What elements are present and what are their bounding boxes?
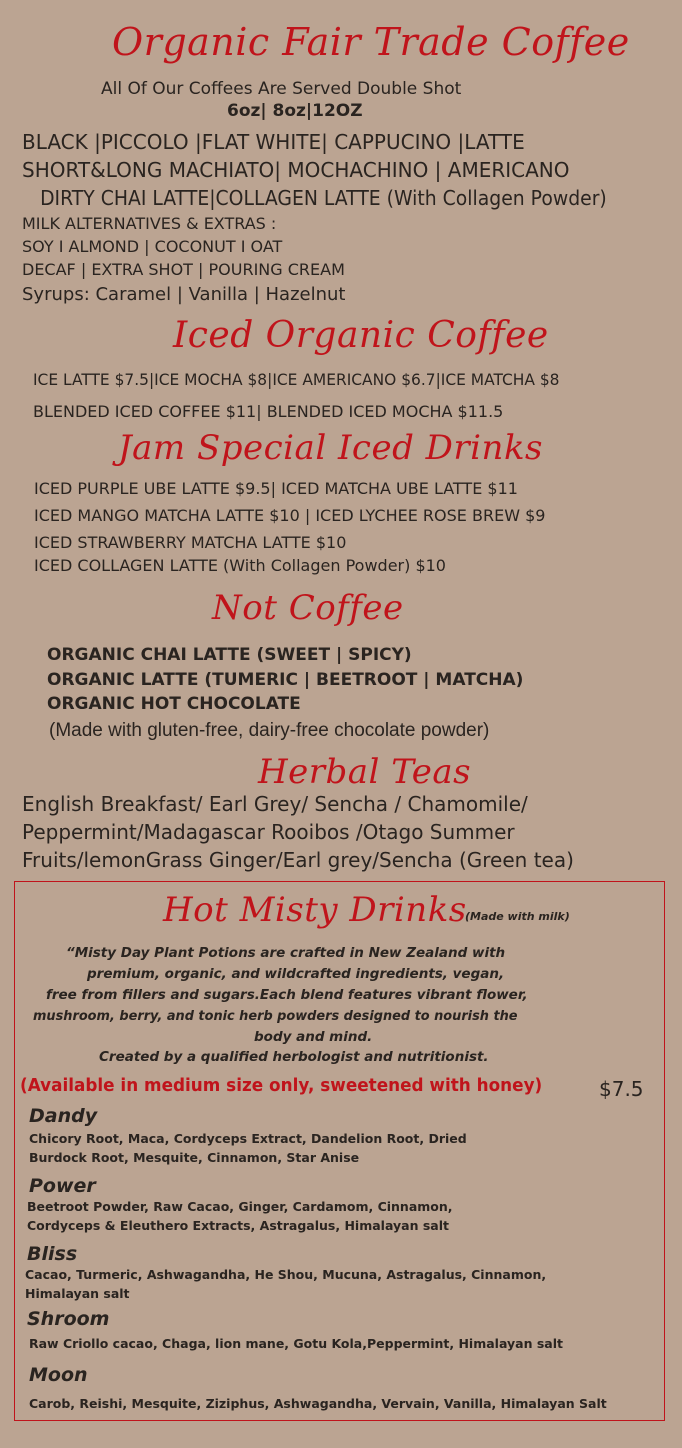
misty-price: $7.5 (599, 1077, 644, 1101)
misty-item-ingredients: Cacao, Turmeric, Ashwagandha, He Shou, Mucuna, Astragalus, Cinnamon, (25, 1267, 547, 1282)
misty-description-line: Created by a qualified herbologist and nutritionist. (99, 1049, 489, 1065)
teas-line: Fruits/lemonGrass Ginger/Earl grey/Sencha (Green tea) (22, 848, 574, 872)
misty-description-line: “Misty Day Plant Potions are crafted in New Zealand with (66, 945, 506, 961)
syrups-line: Syrups: Caramel | Vanilla | Hazelnut (22, 284, 346, 305)
misty-item-name-shroom: Shroom (27, 1308, 110, 1330)
special-line: ICED STRAWBERRY MATCHA LATTE $10 (34, 533, 347, 552)
special-title: Jam Special Iced Drinks (118, 428, 543, 468)
iced-title: Iced Organic Coffee (173, 315, 549, 356)
misty-item-ingredients: Himalayan salt (25, 1286, 130, 1301)
notcoffee-line: ORGANIC HOT CHOCOLATE (47, 694, 301, 714)
coffee-subtitle: All Of Our Coffees Are Served Double Shot (101, 79, 462, 99)
misty-item-ingredients: Beetroot Powder, Raw Cacao, Ginger, Cardamom, Cinnamon, (27, 1199, 453, 1214)
notcoffee-line: ORGANIC LATTE (TUMERIC | BEETROOT | MATCHA) (47, 670, 524, 690)
teas-title: Herbal Teas (258, 752, 472, 792)
misty-item-ingredients: Chicory Root, Maca, Cordyceps Extract, Dandelion Root, Dried (29, 1131, 467, 1146)
misty-item-name-moon: Moon (29, 1364, 88, 1386)
special-line: ICED COLLAGEN LATTE (With Collagen Powder) $10 (34, 556, 446, 575)
misty-item-ingredients: Raw Criollo cacao, Chaga, lion mane, Gotu Kola,Peppermint, Himalayan salt (29, 1336, 563, 1351)
notcoffee-line: ORGANIC CHAI LATTE (SWEET | SPICY) (47, 645, 412, 665)
teas-line: Peppermint/Madagascar Rooibos /Otago Summer (22, 820, 515, 844)
extras-line: SOY I ALMOND | COCONUT I OAT (22, 237, 283, 256)
misty-item-ingredients: Burdock Root, Mesquite, Cinnamon, Star Anise (29, 1150, 360, 1165)
misty-item-name-bliss: Bliss (27, 1243, 78, 1265)
coffee-line: DIRTY CHAI LATTE|COLLAGEN LATTE (With Collagen Powder) (40, 186, 607, 210)
extras-heading: MILK ALTERNATIVES & EXTRAS : (22, 214, 277, 233)
notcoffee-title: Not Coffee (212, 588, 404, 628)
iced-line: BLENDED ICED COFFEE $11| BLENDED ICED MOCHA $11.5 (33, 402, 504, 421)
extras-line: DECAF | EXTRA SHOT | POURING CREAM (22, 260, 345, 279)
coffee-line: SHORT&LONG MACHIATO| MOCHACHINO | AMERICANO (22, 158, 570, 182)
misty-description-line: premium, organic, and wildcrafted ingredients, vegan, (87, 966, 505, 982)
special-line: ICED MANGO MATCHA LATTE $10 | ICED LYCHEE ROSE BREW $9 (34, 506, 546, 525)
coffee-line: BLACK |PICCOLO |FLAT WHITE| CAPPUCINO |LATTE (22, 130, 525, 154)
misty-item-ingredients: Carob, Reishi, Mesquite, Ziziphus, Ashwagandha, Vervain, Vanilla, Himalayan Salt (29, 1396, 607, 1411)
coffee-sizes: 6oz| 8oz|12OZ (227, 101, 363, 121)
misty-description-line: free from fillers and sugars.Each blend features vibrant flower, (46, 987, 528, 1003)
misty-description-line: body and mind. (254, 1029, 373, 1045)
misty-availability: (Available in medium size only, sweetened with honey) (20, 1075, 543, 1096)
misty-title: Hot Misty Drinks (163, 890, 467, 930)
misty-item-ingredients: Cordyceps & Eleuthero Extracts, Astragalus, Himalayan salt (27, 1218, 449, 1233)
misty-item-name-power: Power (29, 1175, 96, 1197)
iced-line: ICE LATTE $7.5|ICE MOCHA $8|ICE AMERICANO $6.7|ICE MATCHA $8 (33, 370, 560, 389)
special-line: ICED PURPLE UBE LATTE $9.5| ICED MATCHA UBE LATTE $11 (34, 479, 518, 498)
teas-line: English Breakfast/ Earl Grey/ Sencha / Chamomile/ (22, 792, 528, 816)
misty-item-name-dandy: Dandy (29, 1105, 98, 1127)
coffee-title: Organic Fair Trade Coffee (112, 20, 630, 64)
misty-title-note: (Made with milk) (465, 910, 570, 923)
misty-description-line: mushroom, berry, and tonic herb powders designed to nourish the (33, 1008, 518, 1024)
notcoffee-note: (Made with gluten-free, dairy-free chocolate powder) (49, 720, 490, 741)
